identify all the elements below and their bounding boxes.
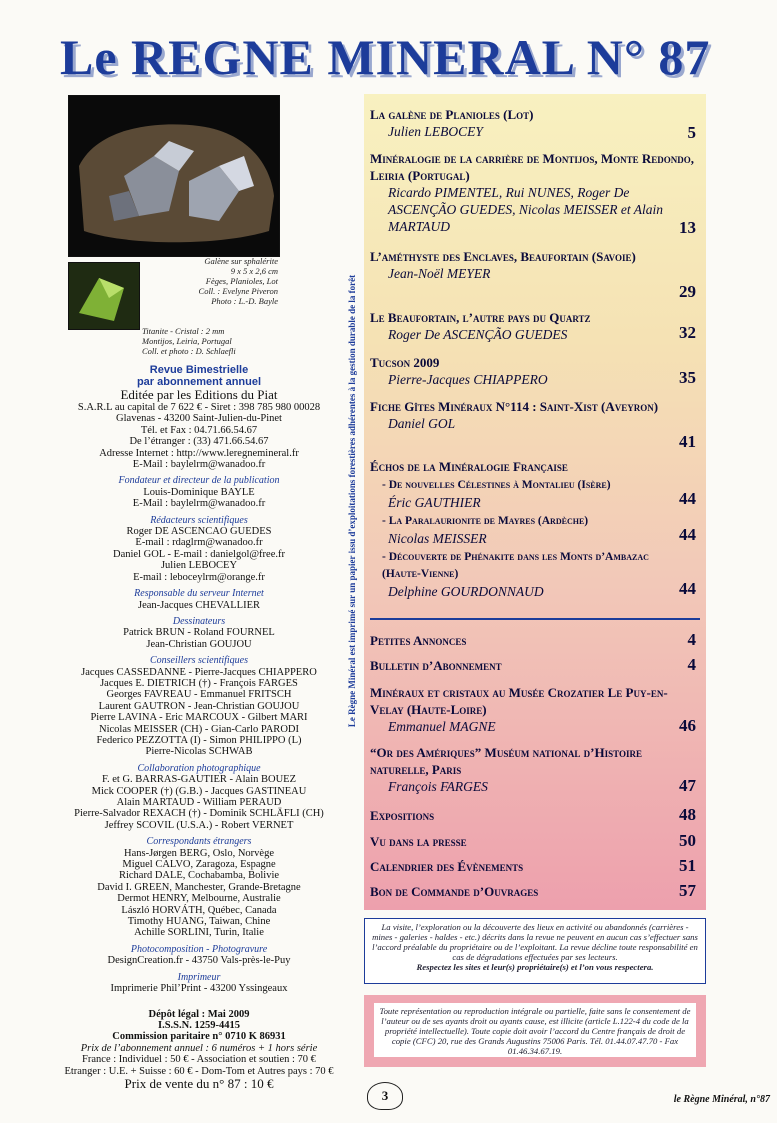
info-line: Hans-Jørgen BERG, Oslo, Norvège bbox=[124, 847, 274, 859]
toc-entry[interactable] bbox=[370, 858, 700, 875]
toc-title: Minéraux et cristaux au Musée Crozatier Le Puy-en-Velay (Haute-Loire) bbox=[370, 685, 668, 717]
toc-page: 57 bbox=[679, 881, 696, 900]
price-line: Etranger : U.E. + Suisse : 60 € - Dom-Tom et Autres pays : 70 € bbox=[64, 1065, 334, 1077]
info-line: DesignCreation.fr - 43750 Vals-près-le-Puy bbox=[107, 955, 291, 967]
info-line: Timothy HUANG, Taiwan, Chine bbox=[127, 916, 271, 928]
info-line: De l’étranger : (33) 471.66.54.67 bbox=[129, 436, 269, 448]
small-photo-caption bbox=[142, 326, 282, 356]
toc-entry[interactable] bbox=[370, 309, 700, 343]
info-line: Louis-Dominique BAYLE bbox=[143, 486, 255, 498]
forestry-notice-vertical bbox=[344, 94, 360, 914]
publisher-line: Editée par les Editions du Piat bbox=[120, 387, 278, 402]
toc-page: 44 bbox=[679, 489, 696, 508]
toc-page: 4 bbox=[687, 630, 696, 649]
titanite-photo bbox=[68, 262, 140, 330]
toc-title: - La Paralaurionite de Mayres (Ardèche) bbox=[382, 515, 589, 527]
toc-entry[interactable] bbox=[370, 549, 700, 600]
toc-author: Daniel GOL bbox=[388, 416, 456, 431]
toc-author: Emmanuel MAGNE bbox=[388, 719, 496, 734]
toc-title: - De nouvelles Célestines à Montalieu (Isère) bbox=[382, 479, 611, 491]
toc-title: Échos de la Minéralogie Française bbox=[370, 459, 568, 474]
toc-author: Éric GAUTHIER bbox=[388, 495, 481, 510]
toc-author: Jean-Noël MEYER bbox=[388, 266, 491, 281]
toc-title: - Découverte de Phénakite dans les Monts d’Ambazac (Haute-Vienne) bbox=[382, 551, 649, 580]
toc-page: 48 bbox=[679, 805, 696, 824]
toc-page: 50 bbox=[679, 831, 696, 850]
toc-entry[interactable] bbox=[370, 458, 700, 475]
toc-page: 51 bbox=[679, 856, 696, 875]
info-line: Jacques CASSEDANNE - Pierre-Jacques CHIAPPERO bbox=[81, 666, 317, 678]
info-line: Federico PEZZOTTA (I) - Simon PHILIPPO (L) bbox=[96, 734, 302, 746]
toc-page: 35 bbox=[679, 368, 696, 387]
info-line: E-Mail : baylelrm@wanadoo.fr bbox=[132, 459, 266, 471]
toc-entry[interactable] bbox=[370, 477, 700, 511]
toc-entry[interactable] bbox=[370, 248, 700, 301]
toc-title: Vu dans la presse bbox=[370, 834, 467, 849]
toc-author: Roger De ASCENÇÃO GUEDES bbox=[388, 327, 568, 342]
info-line: Laurent GAUTRON - Jean-Christian GOUJOU bbox=[98, 700, 300, 712]
toc-author: François FARGES bbox=[388, 779, 488, 794]
info-line: Achille SORLINI, Turin, Italie bbox=[134, 927, 264, 939]
subscription-heading: par abonnement annuel bbox=[136, 376, 262, 388]
masthead bbox=[60, 28, 740, 90]
toc-title: L’améthyste des Enclaves, Beaufortain (Savoie) bbox=[370, 249, 636, 264]
info-line: Adresse Internet : http://www.leregnemineral.fr bbox=[99, 447, 299, 459]
toc-entry[interactable] bbox=[370, 833, 700, 850]
galena-photo bbox=[68, 95, 280, 257]
section-heading: Dessinateurs bbox=[172, 615, 226, 627]
legal-line: I.S.S.N. 1259-4415 bbox=[158, 1019, 240, 1031]
info-line: Glavenas - 43200 Saint-Julien-du-Pinet bbox=[116, 413, 282, 425]
info-line: Roger DE ASCENCAO GUEDES bbox=[126, 526, 272, 538]
info-line: Imprimerie Phil’Print - 43200 Yssingeaux bbox=[110, 983, 288, 995]
toc-title: Tucson 2009 bbox=[370, 355, 440, 370]
frequency-heading: Revue Bimestrielle bbox=[149, 364, 249, 376]
info-line: László HORVÁTH, Québec, Canada bbox=[121, 904, 277, 916]
caption-line: Titanite - Cristal : 2 mm bbox=[142, 326, 225, 336]
toc-page: 46 bbox=[679, 716, 696, 735]
toc-author: Delphine GOURDONNAUD bbox=[388, 584, 544, 599]
copyright-text: Toute représentation ou reproduction intégrale ou partielle, faite sans le consentement de l’auteur ou de ses ayants droit ou ayants cause, est illicite (article L.122-4 du code de la propriété intellectuelle). Toute copie doit avoir l’accord du Centre français de droit de copie (CFC) 20, rue des Grands Augustins 75006 Paris. Tél. 01.44.07.47.70 - Fax 01.46.34.67.19. bbox=[374, 1003, 696, 1057]
info-line: E-mail : leboceylrm@orange.fr bbox=[133, 571, 265, 583]
toc-entry[interactable] bbox=[370, 684, 700, 735]
info-line: Pierre-Nicolas SCHWAB bbox=[145, 746, 253, 758]
legal-line: Dépôt légal : Mai 2009 bbox=[148, 1008, 250, 1020]
caption-line: Coll. : Evelyne Piveron bbox=[198, 286, 278, 296]
toc-page: 47 bbox=[679, 776, 696, 795]
caption-line: Photo : L.-D. Bayle bbox=[211, 296, 278, 306]
section-heading: Conseillers scientifiques bbox=[149, 655, 249, 667]
masthead-credits bbox=[64, 364, 334, 1091]
info-line: Julien LEBOCEY bbox=[160, 560, 238, 572]
toc-page: 29 bbox=[679, 282, 696, 301]
toc-author: Ricardo PIMENTEL, Rui NUNES, Roger De ASCENÇÃO GUEDES, Nicolas MEISSER et Alain MARTAUD bbox=[388, 185, 663, 234]
toc-entry[interactable] bbox=[370, 513, 700, 547]
price-line: Prix de vente du n° 87 : 10 € bbox=[124, 1075, 274, 1091]
toc-entry[interactable] bbox=[370, 883, 700, 900]
info-line: Jacques E. DIETRICH (†) - François FARGES bbox=[100, 677, 298, 689]
info-line: Pierre LAVINA - Eric MARCOUX - Gilbert MARI bbox=[90, 712, 308, 724]
section-heading: Collaboration photographique bbox=[137, 762, 261, 774]
toc-separator bbox=[370, 618, 700, 620]
toc-title: Fiche Gîtes Minéraux N°114 : Saint-Xist (Aveyron) bbox=[370, 399, 659, 414]
info-line: Patrick BRUN - Roland FOURNEL bbox=[123, 627, 275, 639]
toc-author: Nicolas MEISSER bbox=[388, 531, 487, 546]
info-line: Georges FAVREAU - Emmanuel FRITSCH bbox=[106, 689, 292, 701]
info-line: Nicolas MEISSER (CH) - Gian-Carlo PARODI bbox=[99, 723, 299, 735]
caption-line: Galène sur sphalérite bbox=[204, 256, 278, 266]
main-photo-caption bbox=[150, 256, 278, 306]
toc-entry[interactable] bbox=[370, 398, 700, 451]
toc-title: Minéralogie de la carrière de Montijos, Monte Redondo, Leiria (Portugal) bbox=[370, 151, 694, 183]
legal-line: Commission paritaire n° 0710 K 86931 bbox=[112, 1031, 286, 1043]
info-line: Tél. et Fax : 04.71.66.54.67 bbox=[140, 424, 258, 436]
info-line: Alain MARTAUD - William PERAUD bbox=[116, 797, 282, 808]
toc-page: 32 bbox=[679, 323, 696, 342]
info-line: Pierre-Salvador REXACH (†) - Dominik SCHLÄFLI (CH) bbox=[74, 808, 324, 820]
toc-page: 4 bbox=[687, 655, 696, 674]
vertical-text: Le Règne Minéral est imprimé sur un papier issu d’exploitations forestières adhérentes à la gestion durable de la forêt bbox=[347, 274, 357, 728]
footer-magazine-title: le Règne Minéral, n°87 bbox=[673, 1094, 770, 1105]
price-line: Prix de l’abonnement annuel : 6 numéros + 1 hors série bbox=[80, 1042, 318, 1054]
price-line: France : Individuel : 50 € - Association et soutien : 70 € bbox=[82, 1054, 316, 1066]
toc-page: 13 bbox=[679, 218, 696, 237]
toc-entry[interactable] bbox=[370, 354, 700, 388]
toc-author: Julien LEBOCEY bbox=[388, 124, 483, 139]
section-heading: Imprimeur bbox=[177, 971, 221, 983]
toc-entry[interactable] bbox=[370, 150, 700, 235]
magazine-title: Le REGNE MINERAL N° 87 bbox=[60, 29, 711, 85]
page-number: 3 bbox=[367, 1082, 403, 1110]
toc-entry[interactable] bbox=[370, 807, 700, 824]
section-heading: Photocomposition - Photogravure bbox=[130, 943, 268, 955]
info-line: Jean-Jacques CHEVALLIER bbox=[138, 599, 260, 611]
info-line: E-mail : rdaglrm@wanadoo.fr bbox=[135, 537, 263, 549]
info-line: Daniel GOL - E-mail : danielgol@free.fr bbox=[113, 548, 285, 560]
section-heading: Fondateur et directeur de la publication bbox=[118, 475, 280, 487]
toc-title: Calendrier des Évènements bbox=[370, 859, 524, 874]
notice-emphasis: Respectez les sites et leur(s) propriétaire(s) et l’on vous respectera. bbox=[416, 962, 654, 972]
toc-page: 5 bbox=[687, 123, 696, 142]
toc-page: 44 bbox=[679, 579, 696, 598]
toc-title: La galène de Planioles (Lot) bbox=[370, 107, 534, 122]
site-visit-notice bbox=[364, 918, 706, 984]
info-line: Dermot HENRY, Melbourne, Australie bbox=[117, 893, 281, 905]
toc-title: Petites Annonces bbox=[370, 633, 467, 648]
section-heading: Rédacteurs scientifiques bbox=[150, 514, 248, 526]
section-heading: Responsable du serveur Internet bbox=[134, 588, 264, 600]
toc-page: 44 bbox=[679, 525, 696, 544]
toc-title: “Or des Amériques” Muséum national d’Histoire naturelle, Paris bbox=[370, 745, 642, 777]
info-line: Jeffrey SCOVIL (U.S.A.) - Robert VERNET bbox=[104, 819, 294, 831]
info-line: Mick COOPER (†) (G.B.) - Jacques GASTINEAU bbox=[91, 785, 307, 797]
toc-title: Le Beaufortain, l’autre pays du Quartz bbox=[370, 310, 591, 325]
info-line: Jean-Christian GOUJOU bbox=[146, 638, 252, 650]
toc-entry[interactable] bbox=[370, 632, 700, 649]
info-line: F. et G. BARRAS-GAUTIER - Alain BOUEZ bbox=[102, 774, 296, 786]
caption-line: 9 x 5 x 2,6 cm bbox=[230, 266, 278, 276]
info-line: E-Mail : baylelrm@wanadoo.fr bbox=[132, 498, 266, 510]
toc-page: 41 bbox=[679, 432, 696, 451]
toc-title: Bulletin d’Abonnement bbox=[370, 658, 502, 673]
info-line: Richard DALE, Cochabamba, Bolivie bbox=[118, 870, 280, 882]
toc-entry[interactable] bbox=[370, 744, 700, 795]
toc-title: Bon de Commande d’Ouvrages bbox=[370, 884, 539, 899]
info-line: David I. GREEN, Manchester, Grande-Bretagne bbox=[97, 881, 301, 893]
caption-line: Montijos, Leiria, Portugal bbox=[142, 336, 232, 346]
copyright-notice bbox=[364, 995, 706, 1067]
section-heading: Correspondants étrangers bbox=[146, 836, 252, 848]
caption-line: Coll. et photo : D. Schlaefli bbox=[142, 346, 236, 356]
toc-title: Expositions bbox=[370, 808, 435, 823]
toc-entry[interactable] bbox=[370, 106, 700, 140]
info-line: Miguel CALVO, Zaragoza, Espagne bbox=[122, 859, 276, 871]
toc-entry[interactable] bbox=[370, 657, 700, 674]
caption-line: Fèges, Planioles, Lot bbox=[205, 276, 278, 286]
info-line: S.A.R.L au capital de 7 622 € - Siret : 398 785 980 00028 bbox=[77, 402, 321, 413]
notice-text: La visite, l’exploration ou la découverte des lieux en activité ou abandonnés (carrières - mines - galeries - haldes - etc.) décrits dans la revue ne peuvent en aucun cas s’effectuer sans l’accord préalable du propriétaire ou de l’exploitant. La revue décline toute responsabilité en cas de dégradations effectuées par ses lecteurs. bbox=[372, 922, 698, 962]
toc-author: Pierre-Jacques CHIAPPERO bbox=[388, 372, 548, 387]
table-of-contents bbox=[364, 94, 706, 910]
